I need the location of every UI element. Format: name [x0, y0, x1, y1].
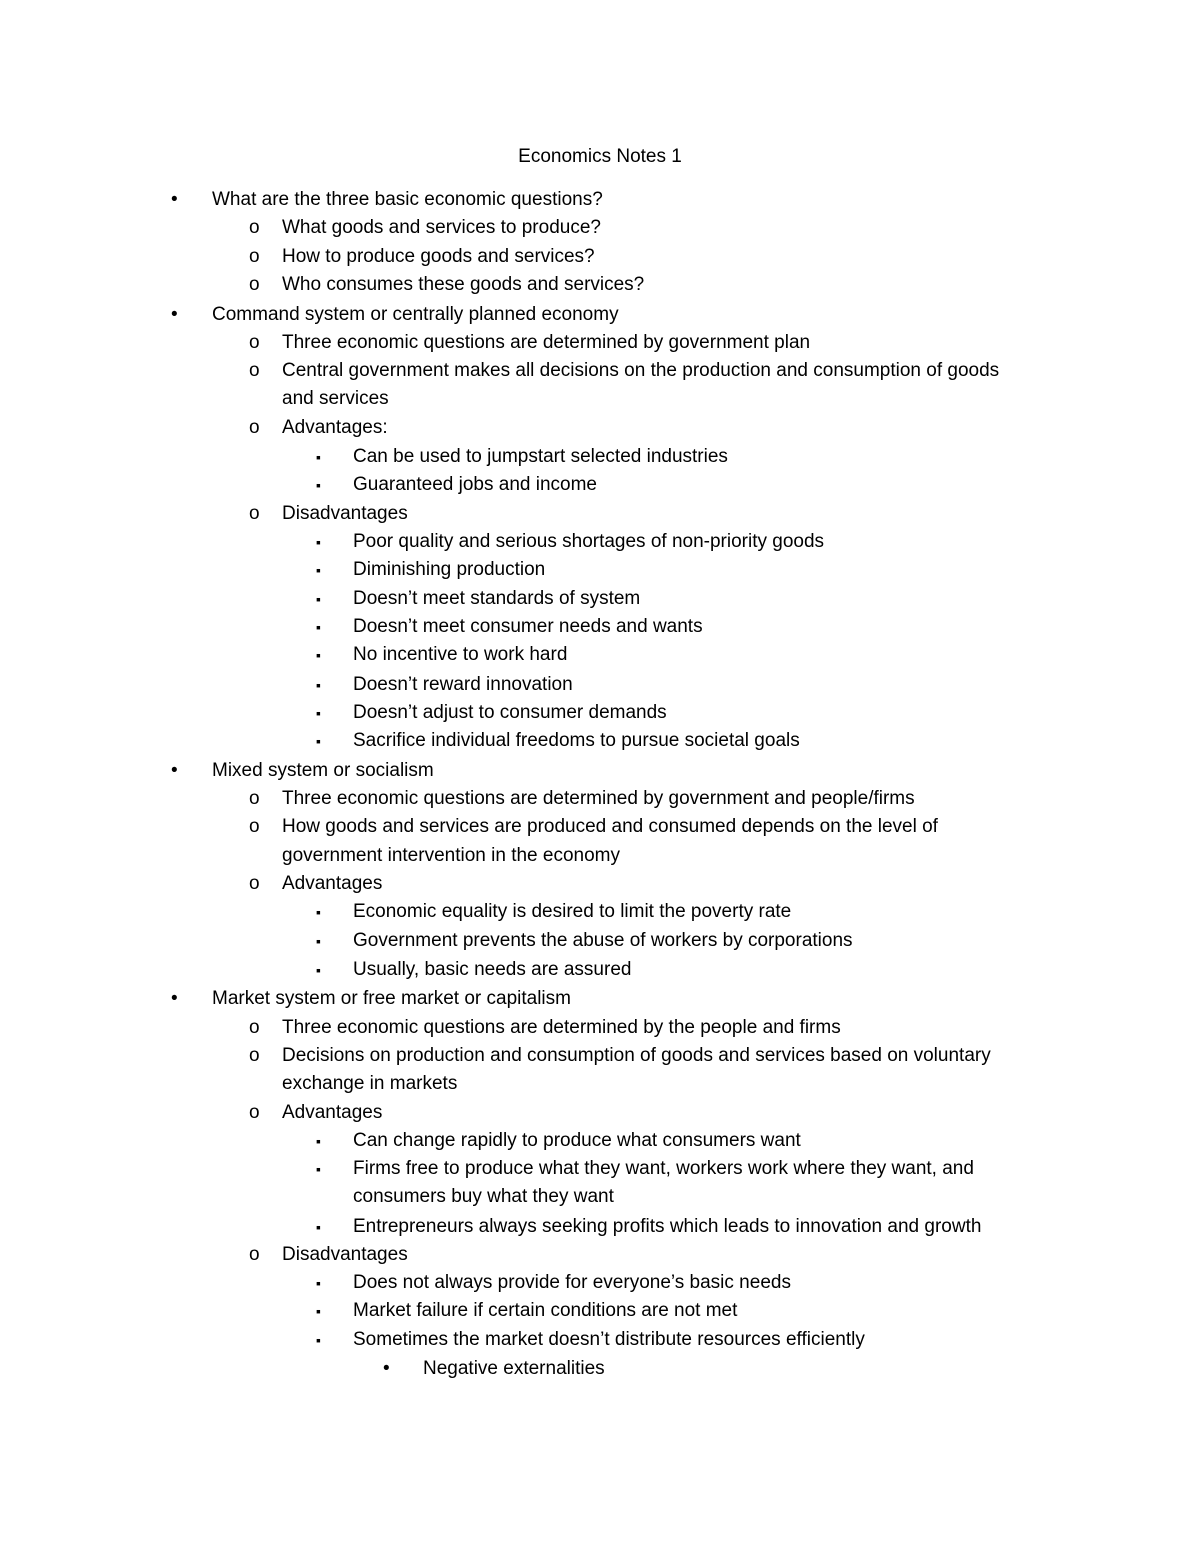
bullet-marker: ▪	[316, 534, 321, 550]
list-item-level2: Disadvantages	[282, 503, 408, 524]
list-item-level2: Who consumes these goods and services?	[282, 274, 645, 295]
list-item-level2: Disadvantages	[282, 1244, 408, 1265]
list-item-level2: Three economic questions are determined by government plan	[282, 332, 811, 353]
bullet-marker: ▪	[316, 1133, 321, 1149]
list-item-level2: Advantages:	[282, 417, 388, 438]
list-item-level3: Economic equality is desired to limit the poverty rate	[353, 901, 792, 922]
bullet-marker: •	[171, 760, 178, 781]
list-item-level2: Three economic questions are determined by the people and firms	[282, 1017, 841, 1038]
bullet-marker: o	[249, 1244, 260, 1265]
list-item-level2: Advantages	[282, 873, 383, 894]
list-item-level3: Market failure if certain conditions are not met	[353, 1300, 738, 1321]
bullet-marker: o	[249, 246, 260, 267]
list-item-level2: How to produce goods and services?	[282, 246, 595, 267]
list-item-continuation: government intervention in the economy	[282, 845, 620, 866]
list-item-level3: Diminishing production	[353, 559, 546, 580]
page-title: Economics Notes 1	[518, 146, 682, 167]
list-item-level3: Can change rapidly to produce what consumers want	[353, 1130, 801, 1151]
list-item-level3: Government prevents the abuse of workers by corporations	[353, 930, 853, 951]
list-item-level1: Mixed system or socialism	[212, 760, 434, 781]
bullet-marker: o	[249, 1102, 260, 1123]
list-item-level3: Doesn’t reward innovation	[353, 674, 573, 695]
list-item-level3: Entrepreneurs always seeking profits which leads to innovation and growth	[353, 1216, 982, 1237]
list-item-level3: No incentive to work hard	[353, 644, 568, 665]
list-item-level3: Usually, basic needs are assured	[353, 959, 632, 980]
list-item-level3: Does not always provide for everyone’s basic needs	[353, 1272, 791, 1293]
list-item-level3: Firms free to produce what they want, workers work where they want, and	[353, 1158, 974, 1179]
list-item-level3: Can be used to jumpstart selected industries	[353, 446, 728, 467]
list-item-level3: Poor quality and serious shortages of non-priority goods	[353, 531, 825, 552]
list-item-level2: Three economic questions are determined by government and people/firms	[282, 788, 915, 809]
bullet-marker: ▪	[316, 591, 321, 607]
bullet-marker: o	[249, 503, 260, 524]
list-item-level2: Central government makes all decisions on the production and consumption of goods	[282, 360, 1000, 381]
bullet-marker: •	[383, 1358, 390, 1379]
bullet-marker: ▪	[316, 1332, 321, 1348]
bullet-marker: ▪	[316, 647, 321, 663]
list-item-level3: Doesn’t meet consumer needs and wants	[353, 616, 703, 637]
list-item-level1: What are the three basic economic questions?	[212, 189, 603, 210]
list-item-level3: Sacrifice individual freedoms to pursue societal goals	[353, 730, 800, 751]
list-item-continuation: exchange in markets	[282, 1073, 458, 1094]
list-item-level3: Guaranteed jobs and income	[353, 474, 597, 495]
bullet-marker: o	[249, 788, 260, 809]
bullet-marker: ▪	[316, 1161, 321, 1177]
list-item-level2: Advantages	[282, 1102, 383, 1123]
bullet-marker: ▪	[316, 562, 321, 578]
list-item-continuation: consumers buy what they want	[353, 1186, 614, 1207]
bullet-marker: ▪	[316, 705, 321, 721]
bullet-marker: ▪	[316, 904, 321, 920]
bullet-marker: ▪	[316, 1303, 321, 1319]
bullet-marker: o	[249, 1017, 260, 1038]
bullet-marker: ▪	[316, 677, 321, 693]
bullet-marker: ▪	[316, 962, 321, 978]
list-item-level1: Command system or centrally planned economy	[212, 304, 619, 325]
list-item-level1: Market system or free market or capitalism	[212, 988, 571, 1009]
bullet-marker: ▪	[316, 477, 321, 493]
list-item-level3: Sometimes the market doesn’t distribute resources efficiently	[353, 1329, 865, 1350]
bullet-marker: ▪	[316, 733, 321, 749]
bullet-marker: ▪	[316, 449, 321, 465]
bullet-marker: o	[249, 1045, 260, 1066]
bullet-marker: •	[171, 304, 178, 325]
bullet-marker: o	[249, 816, 260, 837]
bullet-marker: o	[249, 274, 260, 295]
list-item-level3: Doesn’t adjust to consumer demands	[353, 702, 667, 723]
bullet-marker: ▪	[316, 1275, 321, 1291]
bullet-marker: ▪	[316, 1219, 321, 1235]
bullet-marker: •	[171, 189, 178, 210]
bullet-marker: o	[249, 360, 260, 381]
bullet-marker: o	[249, 217, 260, 238]
list-item-level2: Decisions on production and consumption of goods and services based on voluntary	[282, 1045, 991, 1066]
list-item-level2: What goods and services to produce?	[282, 217, 601, 238]
bullet-marker: o	[249, 873, 260, 894]
bullet-marker: •	[171, 988, 178, 1009]
list-item-level2: How goods and services are produced and consumed depends on the level of	[282, 816, 938, 837]
bullet-marker: o	[249, 417, 260, 438]
bullet-marker: o	[249, 332, 260, 353]
list-item-level4: Negative externalities	[423, 1358, 605, 1379]
list-item-continuation: and services	[282, 388, 389, 409]
bullet-marker: ▪	[316, 933, 321, 949]
bullet-marker: ▪	[316, 619, 321, 635]
list-item-level3: Doesn’t meet standards of system	[353, 588, 641, 609]
